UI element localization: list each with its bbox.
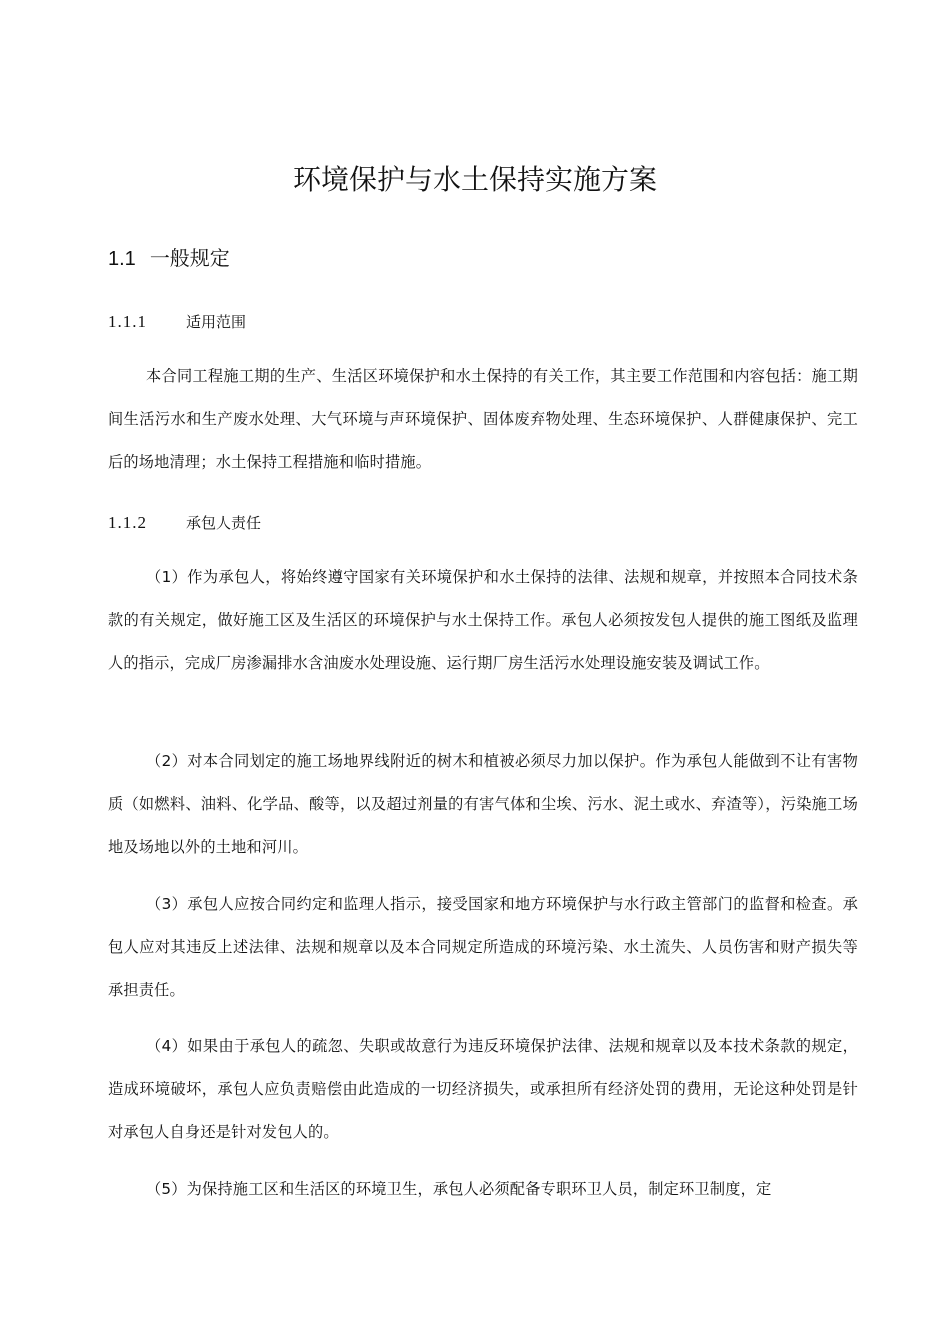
section-title: 一般规定: [149, 246, 230, 270]
subsection-title: 承包人责任: [186, 514, 262, 532]
paragraph: （2）对本合同划定的施工场地界线附近的树木和植被必须尽力加以保护。作为承包人能做到不让有害物质（如燃料、油料、化学品、酸等，以及超过剂量的有害气体和尘埃、污水、泥土或水、弃渣等），污染施工场地及场地以外的土地和河川。: [108, 752, 858, 856]
section-number: 1.1: [108, 248, 136, 270]
paragraph: （4）如果由于承包人的疏忽、失职或故意行为违反环境保护法律、法规和规章以及本技术条款的规定，造成环境破坏，承包人应负责赔偿由此造成的一切经济损失，或承担所有经济处罚的费用，无论这种处罚是针对承包人自身还是针对发包人的。: [108, 1037, 858, 1141]
subsection-number: 1.1.2: [108, 513, 147, 532]
paragraph: （1）作为承包人，将始终遵守国家有关环境保护和水土保持的法律、法规和规章，并按照本合同技术条款的有关规定，做好施工区及生活区的环境保护与水土保持工作。承包人必须按发包人提供的施工图纸及监理人的指示，完成厂房渗漏排水含油废水处理设施、运行期厂房生活污水处理设施安装及调试工作。: [108, 568, 858, 672]
paragraph: （3）承包人应按合同约定和监理人指示，接受国家和地方环境保护与水行政主管部门的监督和检查。承包人应对其违反上述法律、法规和规章以及本合同规定所造成的环境污染、水土流失、人员伤害和财产损失等承担责任。: [108, 895, 858, 999]
subsection-heading: [108, 311, 246, 332]
subsection-number: 1.1.1: [108, 312, 147, 331]
section-heading: [108, 242, 230, 271]
paragraph: （5）为保持施工区和生活区的环境卫生，承包人必须配备专职环卫人员，制定环卫制度，定: [146, 1180, 772, 1198]
document-title: 环境保护与水土保持实施方案: [292, 163, 657, 196]
subsection-title: 适用范围: [186, 313, 247, 331]
subsection-heading: [108, 512, 261, 533]
paragraph: 本合同工程施工期的生产、生活区环境保护和水土保持的有关工作，其主要工作范围和内容包括：施工期间生活污水和生产废水处理、大气环境与声环境保护、固体废弃物处理、生态环境保护、人群健康保护、完工后的场地清理；水土保持工程措施和临时措施。: [108, 367, 858, 471]
